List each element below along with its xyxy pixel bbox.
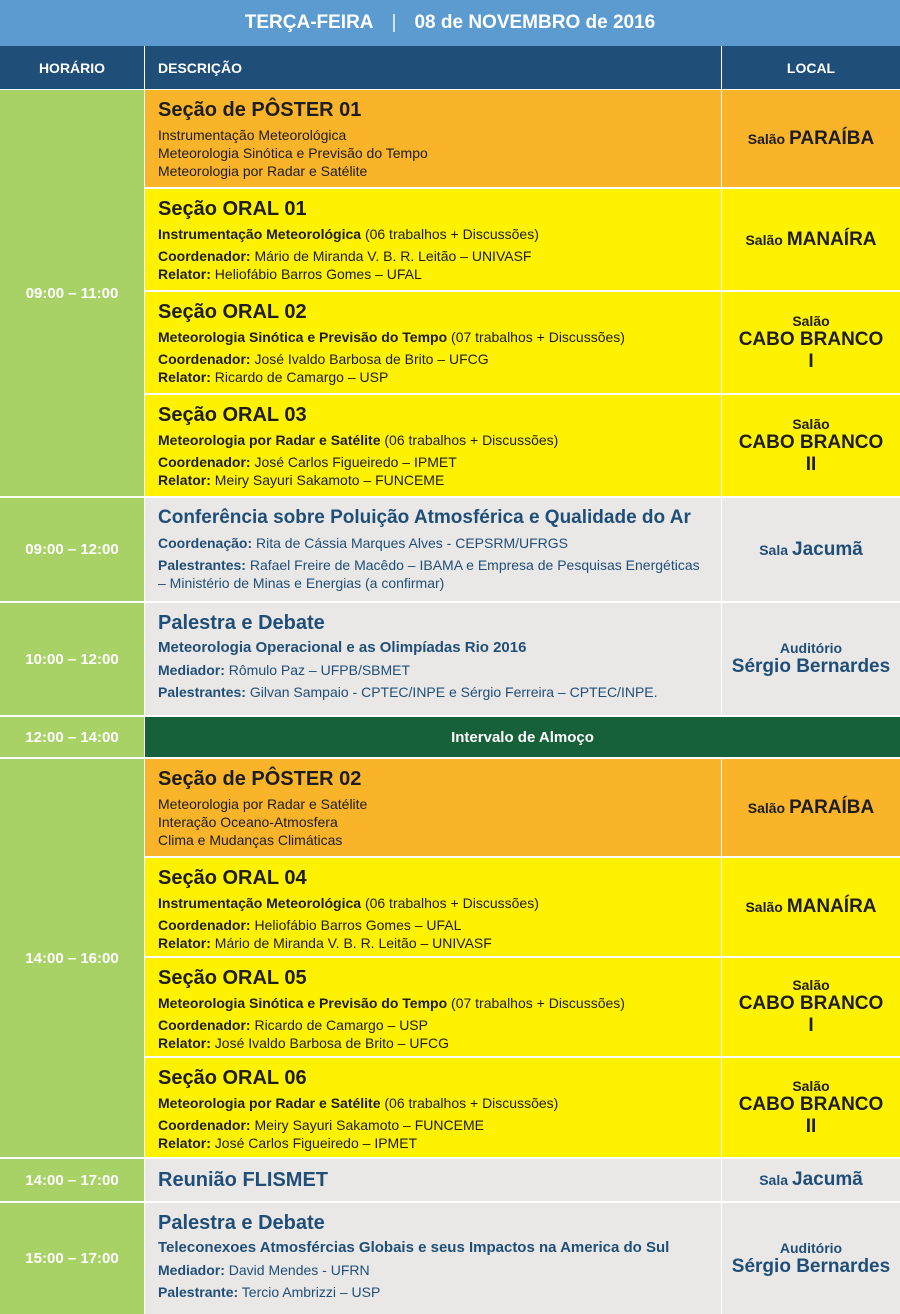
reporter-label: Relator: xyxy=(158,266,211,282)
location-cell xyxy=(722,189,900,290)
location-prefix: Salão xyxy=(745,899,783,915)
topic-note: (06 trabalhos + Discussões) xyxy=(364,226,539,242)
coordinator-label: Coordenador: xyxy=(158,351,251,367)
speakers-names: Gilvan Sampaio - CPTEC/INPE e Sérgio Ferreira – CPTEC/INPE. xyxy=(249,684,658,700)
location-name: Jacumã xyxy=(792,1169,863,1190)
reporter-label: Relator: xyxy=(158,369,211,385)
session-topic: Meteorologia por Radar e Satélite xyxy=(158,1095,381,1111)
location-cell xyxy=(722,1159,900,1201)
coordination-name: Rita de Cássia Marques Alves - CEPSRM/UFRGS xyxy=(256,535,568,551)
speakers-names: Tercio Ambrizzi – USP xyxy=(241,1284,381,1300)
location-prefix: Salão xyxy=(792,977,830,993)
location-number: I xyxy=(808,1015,814,1036)
location-name: CABO BRANCO xyxy=(738,328,884,350)
oral-session-3 xyxy=(145,395,721,496)
session-title: Seção ORAL 06 xyxy=(158,1067,307,1089)
topic-note: (06 trabalhos + Discussões) xyxy=(384,432,559,448)
location-prefix: Auditório xyxy=(779,1239,843,1256)
talk-title: Palestra e Debate xyxy=(158,1212,325,1234)
location-name: Sérgio Bernardes xyxy=(731,656,891,677)
coordinator-label: Coordenador: xyxy=(158,454,251,470)
speakers-label: Palestrante: xyxy=(158,1284,239,1300)
session-topic: Meteorologia Sinótica e Previsão do Tempo xyxy=(158,995,448,1011)
coordinator-label: Coordenador: xyxy=(158,1117,251,1133)
coordination-label: Coordenação: xyxy=(158,535,253,551)
location-name: Jacumã xyxy=(792,538,863,560)
oral-session-6 xyxy=(145,1058,721,1157)
session-title: Seção ORAL 03 xyxy=(158,404,307,426)
location-prefix: Sala xyxy=(759,1172,789,1188)
coordinator-label: Coordenador: xyxy=(158,917,251,933)
speakers-label: Palestrantes: xyxy=(158,684,246,700)
session-title: Seção ORAL 05 xyxy=(158,967,307,989)
location-name: MANAÍRA xyxy=(786,228,877,250)
time-slot: 09:00 – 12:00 xyxy=(0,498,144,601)
location-cell xyxy=(722,1058,900,1157)
oral-session-1 xyxy=(145,189,721,290)
session-topic: Meteorologia por Radar e Satélite xyxy=(158,432,381,448)
session-topic: Meteorologia Sinótica e Previsão do Tempo xyxy=(158,329,448,345)
topic-line: Instrumentação Meteorológica xyxy=(158,127,347,143)
session-topic: Instrumentação Meteorológica xyxy=(158,226,362,242)
oral-session-2 xyxy=(145,292,721,393)
time-slot: 10:00 – 12:00 xyxy=(0,603,144,715)
poster-session-2 xyxy=(145,759,721,856)
location-prefix: Salão xyxy=(792,312,830,329)
mediator-label: Mediador: xyxy=(158,662,225,678)
coordinator-name: Ricardo de Camargo – USP xyxy=(254,1017,428,1033)
oral-session-4 xyxy=(145,858,721,956)
reporter-name: Ricardo de Camargo – USP xyxy=(214,369,389,385)
topic-note: (07 trabalhos + Discussões) xyxy=(451,995,625,1011)
location-cell xyxy=(722,958,900,1056)
oral-session-5 xyxy=(145,958,721,1056)
location-cell xyxy=(722,90,900,187)
talk-debate-2 xyxy=(145,1203,721,1314)
topic-line: Clima e Mudanças Climáticas xyxy=(158,832,343,848)
location-prefix: Salão xyxy=(747,130,786,147)
mediator-label: Mediador: xyxy=(158,1262,225,1278)
coordinator-name: José Ivaldo Barbosa de Brito – UFCG xyxy=(254,351,489,367)
reporter-label: Relator: xyxy=(158,1135,211,1151)
reporter-name: José Ivaldo Barbosa de Brito – UFCG xyxy=(214,1035,450,1051)
location-name: MANAÍRA xyxy=(786,896,877,917)
location-name: Sérgio Bernardes xyxy=(731,1255,891,1277)
location-prefix: Salão xyxy=(792,415,830,432)
topic-line: Meteorologia por Radar e Satélite xyxy=(158,796,368,812)
reporter-label: Relator: xyxy=(158,472,211,488)
speakers-names: Rafael Freire de Macêdo – IBAMA e Empresa de Pesquisas Energéticas – Ministério de Minas e Energias (a confirmar) xyxy=(158,557,700,591)
topic-note: (06 trabalhos + Discussões) xyxy=(384,1095,559,1111)
coordinator-label: Coordenador: xyxy=(158,1017,251,1033)
reporter-label: Relator: xyxy=(158,935,211,951)
session-title: Seção ORAL 02 xyxy=(158,301,307,323)
location-cell xyxy=(722,858,900,956)
location-name: CABO BRANCO xyxy=(738,431,884,453)
banner-day: TERÇA-FEIRA xyxy=(244,12,374,33)
talk-debate-1 xyxy=(145,603,721,715)
location-cell xyxy=(722,1203,900,1314)
header-location: LOCAL xyxy=(722,46,900,89)
coordinator-name: Mário de Miranda V. B. R. Leitão – UNIVASF xyxy=(254,248,532,264)
session-title: Seção de PÔSTER 01 xyxy=(158,99,362,121)
session-title: Seção ORAL 01 xyxy=(158,198,307,220)
date-banner xyxy=(0,0,900,46)
coordinator-label: Coordenador: xyxy=(158,248,251,264)
reporter-name: Mário de Miranda V. B. R. Leitão – UNIVASF xyxy=(214,935,492,951)
coordinator-name: Heliofábio Barros Gomes – UFAL xyxy=(254,917,462,933)
conference xyxy=(145,498,721,601)
lunch-break: Intervalo de Almoço xyxy=(145,717,900,757)
location-cell xyxy=(722,603,900,715)
location-prefix: Salão xyxy=(792,1077,830,1094)
time-slot: 09:00 – 11:00 xyxy=(0,90,144,496)
session-topic: Instrumentação Meteorológica xyxy=(158,895,362,911)
location-cell xyxy=(722,292,900,393)
mediator-name: Rômulo Paz – UFPB/SBMET xyxy=(228,662,411,678)
location-name: CABO BRANCO xyxy=(738,993,884,1014)
banner-separator: | xyxy=(391,12,397,33)
location-cell xyxy=(722,395,900,496)
location-name: PARAÍBA xyxy=(789,127,875,149)
topic-note: (06 trabalhos + Discussões) xyxy=(364,895,539,911)
banner-date: 08 de NOVEMBRO de 2016 xyxy=(414,12,656,33)
location-number: II xyxy=(805,1115,817,1137)
topic-line: Meteorologia Sinótica e Previsão do Tempo xyxy=(158,145,428,161)
topic-note: (07 trabalhos + Discussões) xyxy=(451,329,625,345)
location-prefix: Salão xyxy=(747,799,786,816)
location-number: II xyxy=(805,453,817,475)
reporter-name: José Carlos Figueiredo – IPMET xyxy=(214,1135,418,1151)
time-slot: 14:00 – 16:00 xyxy=(0,759,144,1157)
talk-title: Palestra e Debate xyxy=(158,612,325,634)
poster-session-1 xyxy=(145,90,721,187)
location-prefix: Sala xyxy=(759,541,789,558)
coordinator-name: José Carlos Figueiredo – IPMET xyxy=(254,454,457,470)
conference-title: Conferência sobre Poluição Atmosférica e Qualidade do Ar xyxy=(158,507,691,528)
topic-line: Interação Oceano-Atmosfera xyxy=(158,814,338,830)
reporter-name: Meiry Sayuri Sakamoto – FUNCEME xyxy=(214,472,445,488)
speakers-label: Palestrantes: xyxy=(158,557,246,573)
talk-topic: Teleconexoes Atmosfércias Globais e seus Impactos na America do Sul xyxy=(158,1239,670,1256)
location-number: I xyxy=(808,350,814,372)
flismet-meeting xyxy=(145,1159,721,1201)
location-name: PARAÍBA xyxy=(789,796,875,818)
topic-line: Meteorologia por Radar e Satélite xyxy=(158,163,368,179)
reporter-label: Relator: xyxy=(158,1035,211,1051)
mediator-name: David Mendes - UFRN xyxy=(228,1262,370,1278)
talk-topic: Meteorologia Operacional e as Olimpíadas Rio 2016 xyxy=(158,639,527,656)
location-prefix: Auditório xyxy=(779,640,843,656)
location-prefix: Salão xyxy=(745,231,783,248)
time-slot: 14:00 – 17:00 xyxy=(0,1159,144,1201)
location-cell xyxy=(722,498,900,601)
coordinator-name: Meiry Sayuri Sakamoto – FUNCEME xyxy=(254,1117,484,1133)
meeting-title: Reunião FLISMET xyxy=(158,1169,328,1191)
location-name: CABO BRANCO xyxy=(738,1093,884,1115)
time-slot: 12:00 – 14:00 xyxy=(0,717,144,757)
header-description: DESCRIÇÃO xyxy=(145,46,721,89)
header-time: HORÁRIO xyxy=(0,46,144,89)
time-slot: 15:00 – 17:00 xyxy=(0,1203,144,1314)
location-cell xyxy=(722,759,900,856)
session-title: Seção de PÔSTER 02 xyxy=(158,768,362,790)
reporter-name: Heliofábio Barros Gomes – UFAL xyxy=(214,266,422,282)
session-title: Seção ORAL 04 xyxy=(158,867,307,889)
